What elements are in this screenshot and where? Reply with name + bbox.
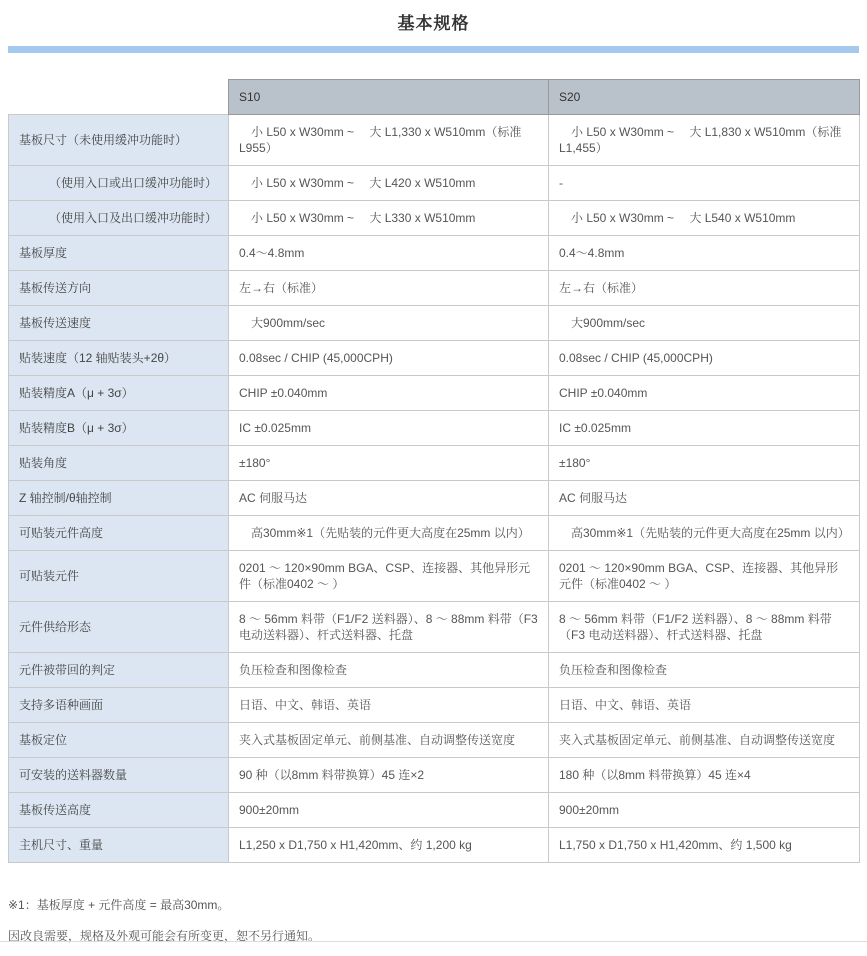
spec-label-cell: 元件供给形态: [9, 602, 229, 653]
spec-label-cell: 贴装精度B（μ + 3σ）: [9, 411, 229, 446]
spec-value-cell-s20: -: [549, 166, 860, 201]
spec-value-cell-s20: IC ±0.025mm: [549, 411, 860, 446]
title-accent-bar: [8, 46, 859, 53]
spec-value-cell-s20: 夹入式基板固定单元、前侧基准、自动调整传送宽度: [549, 723, 860, 758]
table-row: [9, 602, 860, 653]
spec-value-cell-s10: 小 L50 x W30mm ~ 大 L1,330 x W510mm（标准L955）: [229, 115, 549, 166]
spec-value-cell-s10: 900±20mm: [229, 793, 549, 828]
spec-value-cell-s10: 0.08sec / CHIP (45,000CPH): [229, 341, 549, 376]
spec-value-cell-s10: 小 L50 x W30mm ~ 大 L420 x W510mm: [229, 166, 549, 201]
spec-value-cell-s20: 0.08sec / CHIP (45,000CPH): [549, 341, 860, 376]
spec-value-cell-s10: 左→右（标准）: [229, 271, 549, 306]
spec-value-cell-s10: 夹入式基板固定单元、前侧基准、自动调整传送宽度: [229, 723, 549, 758]
table-row: [9, 306, 860, 341]
spec-label-cell: 贴装速度（12 轴贴装头+2θ）: [9, 341, 229, 376]
spec-value-cell-s10: 高30mm※1（先贴装的元件更大高度在25mm 以内）: [229, 516, 549, 551]
table-row: [9, 115, 860, 166]
spec-label-cell: 基板定位: [9, 723, 229, 758]
spec-value-cell-s10: 90 种（以8mm 料带换算）45 连×2: [229, 758, 549, 793]
spec-label-cell: 可贴装元件: [9, 551, 229, 602]
table-row: [9, 481, 860, 516]
page-title: 基本规格: [397, 14, 470, 33]
header-s10: S10: [229, 80, 549, 115]
spec-value-cell-s20: 0201 ～ 120×90mm BGA、CSP、连接器、其他异形元件（标准0402 ～ ）: [549, 551, 860, 602]
table-row: [9, 516, 860, 551]
table-row: [9, 828, 860, 863]
spec-value-cell-s10: 0.4～4.8mm: [229, 236, 549, 271]
spec-value-cell-s20: 日语、中文、韩语、英语: [549, 688, 860, 723]
spec-label-cell: 贴装精度A（μ + 3σ）: [9, 376, 229, 411]
spec-value-cell-s10: 0201 ～ 120×90mm BGA、CSP、连接器、其他异形元件（标准0402 ～ ）: [229, 551, 549, 602]
spec-value-cell-s20: 大900mm/sec: [549, 306, 860, 341]
spec-label-cell: 可安装的送料器数量: [9, 758, 229, 793]
spec-value-cell-s10: IC ±0.025mm: [229, 411, 549, 446]
table-row: [9, 271, 860, 306]
spec-label-cell: 基板传送速度: [9, 306, 229, 341]
spec-value-cell-s10: 日语、中文、韩语、英语: [229, 688, 549, 723]
spec-label-cell: 元件被带回的判定: [9, 653, 229, 688]
spec-value-cell-s20: 左→右（标准）: [549, 271, 860, 306]
spec-label-cell: （使用入口及出口缓冲功能时）: [9, 201, 229, 236]
table-row: [9, 236, 860, 271]
table-row: [9, 793, 860, 828]
header-s20: S20: [549, 80, 860, 115]
spec-value-cell-s10: L1,250 x D1,750 x H1,420mm、约 1,200 kg: [229, 828, 549, 863]
spec-value-cell-s20: ±180°: [549, 446, 860, 481]
spec-value-cell-s20: AC 伺服马达: [549, 481, 860, 516]
spec-value-cell-s20: L1,750 x D1,750 x H1,420mm、约 1,500 kg: [549, 828, 860, 863]
spec-value-cell-s20: 负压检查和图像检查: [549, 653, 860, 688]
bottom-divider: [0, 941, 867, 942]
footnote-1: ※1：基板厚度 + 元件高度 = 最高30mm。: [8, 898, 230, 912]
spec-value-cell-s20: 高30mm※1（先贴装的元件更大高度在25mm 以内）: [549, 516, 860, 551]
spec-label-cell: 贴装角度: [9, 446, 229, 481]
spec-value-cell-s10: AC 伺服马达: [229, 481, 549, 516]
table-row: [9, 341, 860, 376]
spec-label-cell: 可贴装元件高度: [9, 516, 229, 551]
table-row: [9, 411, 860, 446]
spec-value-cell-s20: 8 ～ 56mm 料带（F1/F2 送料器）、8 ～ 88mm 料带（F3 电动送料器）、杆式送料器、托盘: [549, 602, 860, 653]
table-row: [9, 446, 860, 481]
spec-label-cell: （使用入口或出口缓冲功能时）: [9, 166, 229, 201]
spec-label-cell: 支持多语种画面: [9, 688, 229, 723]
table-row: [9, 201, 860, 236]
spec-value-cell-s10: 小 L50 x W30mm ~ 大 L330 x W510mm: [229, 201, 549, 236]
spec-value-cell-s20: 900±20mm: [549, 793, 860, 828]
spec-value-cell-s10: CHIP ±0.040mm: [229, 376, 549, 411]
spec-table: [8, 79, 860, 863]
spec-value-cell-s20: 小 L50 x W30mm ~ 大 L1,830 x W510mm（标准L1,455）: [549, 115, 860, 166]
spec-label-cell: 主机尺寸、重量: [9, 828, 229, 863]
spec-label-cell: 基板传送高度: [9, 793, 229, 828]
spec-label-cell: 基板传送方向: [9, 271, 229, 306]
table-row: [9, 166, 860, 201]
spec-label-cell: 基板尺寸（未使用缓冲功能时）: [9, 115, 229, 166]
header-corner-cell: [9, 80, 229, 115]
spec-value-cell-s10: 8 ～ 56mm 料带（F1/F2 送料器）、8 ～ 88mm 料带（F3 电动送料器）、杆式送料器、托盘: [229, 602, 549, 653]
spec-value-cell-s20: 小 L50 x W30mm ~ 大 L540 x W510mm: [549, 201, 860, 236]
spec-value-cell-s20: 180 种（以8mm 料带换算）45 连×4: [549, 758, 860, 793]
spec-value-cell-s10: 负压检查和图像检查: [229, 653, 549, 688]
table-row: [9, 758, 860, 793]
spec-label-cell: Z 轴控制/θ轴控制: [9, 481, 229, 516]
spec-value-cell-s10: ±180°: [229, 446, 549, 481]
spec-value-cell-s10: 大900mm/sec: [229, 306, 549, 341]
spec-label-cell: 基板厚度: [9, 236, 229, 271]
table-row: [9, 688, 860, 723]
table-row: [9, 723, 860, 758]
table-row: [9, 551, 860, 602]
spec-value-cell-s20: CHIP ±0.040mm: [549, 376, 860, 411]
spec-value-cell-s20: 0.4～4.8mm: [549, 236, 860, 271]
footnote-2: 因改良需要，规格及外观可能会有所变更，恕不另行通知。: [8, 929, 321, 943]
header-row: [9, 80, 860, 115]
table-row: [9, 376, 860, 411]
table-row: [9, 653, 860, 688]
